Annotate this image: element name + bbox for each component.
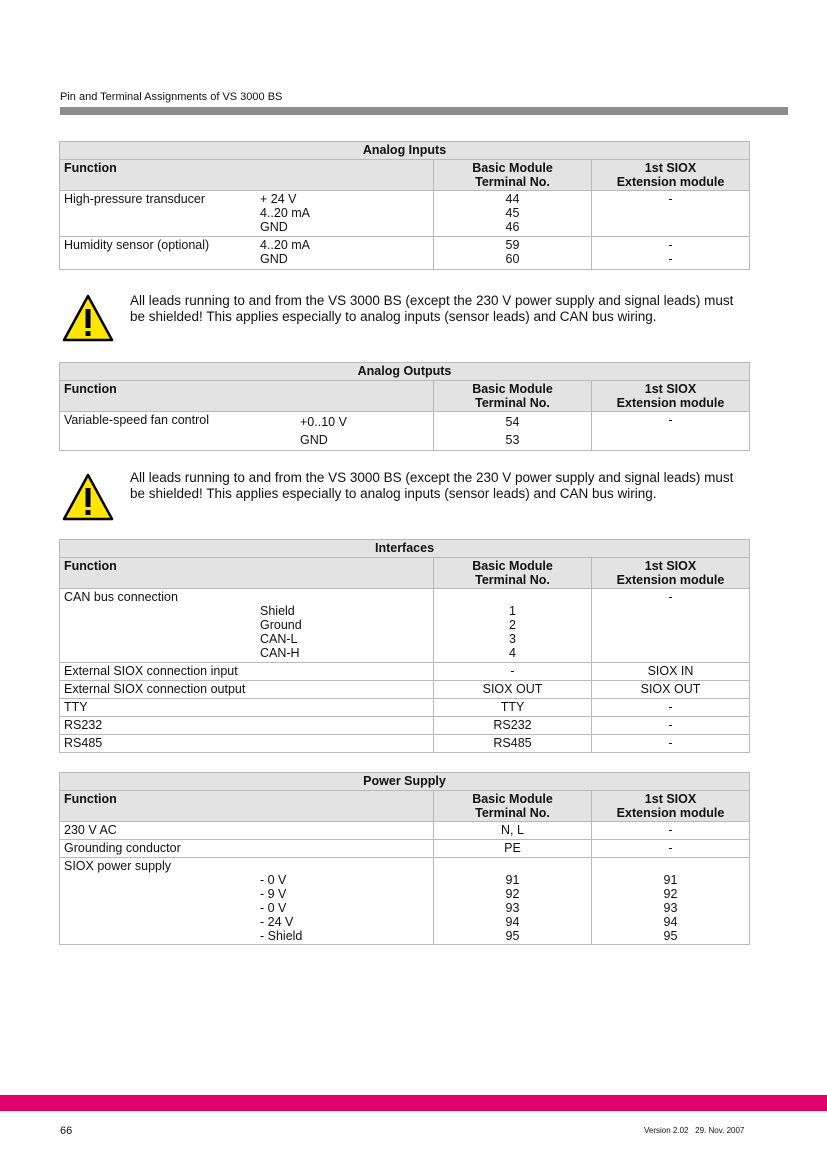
siox-terminal: 91 92 93 94 95	[592, 858, 750, 945]
function-label: High-pressure transducer	[64, 192, 206, 206]
column-header-function: Function	[60, 381, 434, 412]
table-row-function	[60, 237, 434, 270]
signal-label: Shield Ground CAN-L CAN-H	[260, 604, 302, 660]
function-label: SIOX power supply	[64, 859, 171, 873]
column-header-siox: 1st SIOX Extension module	[592, 791, 750, 822]
function-label: TTY	[60, 699, 434, 717]
footer-accent-bar	[0, 1095, 827, 1111]
interfaces-table	[59, 539, 750, 753]
function-label: External SIOX connection input	[60, 663, 434, 681]
table-row-function	[60, 412, 434, 451]
shielding-warning-text: All leads running to and from the VS 3000 BS (except the 230 V power supply and signal leads) must be shielded! This applies especially to analog inputs (sensor leads) and CAN bus wiring.	[130, 470, 734, 501]
siox-terminal: SIOX OUT	[592, 681, 750, 699]
siox-terminal: -	[592, 412, 750, 451]
column-header-siox: 1st SIOX Extension module	[592, 558, 750, 589]
analog-inputs-table	[59, 141, 750, 270]
table-caption: Analog Inputs	[60, 142, 750, 160]
table-row-function	[60, 589, 434, 663]
table-caption: Power Supply	[60, 773, 750, 791]
siox-terminal: -	[592, 191, 750, 237]
siox-terminal: -	[592, 717, 750, 735]
basic-terminal: -	[434, 663, 592, 681]
table-caption: Analog Outputs	[60, 363, 750, 381]
siox-terminal: -	[592, 840, 750, 858]
siox-terminal: SIOX IN	[592, 663, 750, 681]
signal-label: - 0 V - 9 V - 0 V - 24 V - Shield	[260, 873, 303, 943]
column-header-function: Function	[60, 791, 434, 822]
siox-terminal: -	[592, 699, 750, 717]
signal-label: +0..10 V GND	[300, 415, 347, 447]
basic-terminal: 44 45 46	[434, 191, 592, 237]
column-header-basic: Basic Module Terminal No.	[434, 160, 592, 191]
table-row-function	[60, 191, 434, 237]
basic-terminal: 54 53	[434, 412, 592, 451]
siox-terminal: -	[592, 735, 750, 753]
power-supply-table	[59, 772, 750, 945]
page-header-title: Pin and Terminal Assignments of VS 3000 BS	[60, 91, 283, 103]
function-label: Humidity sensor (optional)	[64, 238, 210, 252]
column-header-basic: Basic Module Terminal No.	[434, 791, 592, 822]
basic-terminal: RS485	[434, 735, 592, 753]
header-rule	[60, 107, 788, 115]
function-label: 230 V AC	[60, 822, 434, 840]
function-label: External SIOX connection output	[60, 681, 434, 699]
basic-terminal: SIOX OUT	[434, 681, 592, 699]
warning-triangle-icon	[62, 294, 114, 342]
basic-terminal: N, L	[434, 822, 592, 840]
signal-label: + 24 V 4..20 mA GND	[260, 192, 311, 234]
column-header-function: Function	[60, 160, 434, 191]
basic-terminal: 1 2 3 4	[434, 589, 592, 663]
basic-terminal: RS232	[434, 717, 592, 735]
function-label: RS485	[60, 735, 434, 753]
siox-terminal: -	[592, 822, 750, 840]
table-caption: Interfaces	[60, 540, 750, 558]
signal-label: 4..20 mA GND	[260, 238, 311, 266]
page-number: 66	[60, 1125, 73, 1137]
column-header-basic: Basic Module Terminal No.	[434, 558, 592, 589]
siox-terminal: -	[592, 589, 750, 663]
shielding-warning-text: All leads running to and from the VS 3000 BS (except the 230 V power supply and signal leads) must be shielded! This applies especially to analog inputs (sensor leads) and CAN bus wiring.	[130, 293, 734, 324]
basic-terminal: 91 92 93 94 95	[434, 858, 592, 945]
function-label: CAN bus connection	[64, 590, 178, 604]
warning-triangle-icon	[62, 473, 114, 521]
version-date: Version 2.02 29. Nov. 2007	[644, 1126, 745, 1135]
basic-terminal: 59 60	[434, 237, 592, 270]
function-label: RS232	[60, 717, 434, 735]
basic-terminal: PE	[434, 840, 592, 858]
column-header-siox: 1st SIOX Extension module	[592, 160, 750, 191]
column-header-basic: Basic Module Terminal No.	[434, 381, 592, 412]
siox-terminal: - -	[592, 237, 750, 270]
table-row-function	[60, 858, 434, 945]
function-label: Variable-speed fan control	[64, 413, 209, 427]
column-header-siox: 1st SIOX Extension module	[592, 381, 750, 412]
basic-terminal: TTY	[434, 699, 592, 717]
analog-outputs-table	[59, 362, 750, 451]
column-header-function: Function	[60, 558, 434, 589]
function-label: Grounding conductor	[60, 840, 434, 858]
